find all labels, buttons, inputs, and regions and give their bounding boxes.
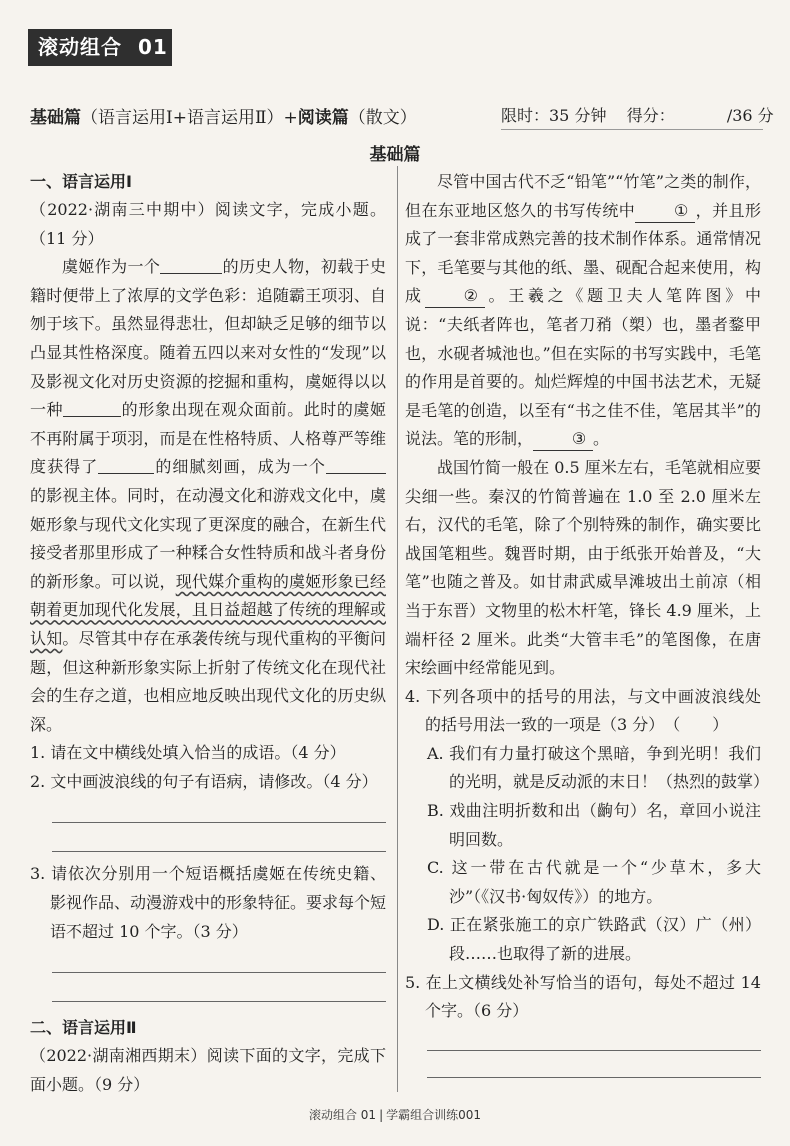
blank-circle-3[interactable]: ③ (533, 428, 593, 451)
score-total: /36 分 (726, 106, 774, 125)
question-4: 4. 下列各项中的括号的用法，与文中画波浪线处的括号用法一致的一项是（3 分） （ ） (405, 686, 761, 735)
passage-text: 虞姬作为一个 (62, 257, 161, 277)
heading-language-use-2: 二、语言运用Ⅱ (30, 1018, 137, 1038)
section-title: 基础篇 (369, 145, 421, 165)
blank-4[interactable] (326, 457, 386, 474)
page-footer: 滚动组合 01 | 学霸组合训练001 (308, 1108, 482, 1122)
answer-line[interactable] (427, 1077, 761, 1078)
column-divider (397, 166, 398, 1092)
part2-paren: （散文） (348, 108, 417, 128)
passage-text: 的历史人物，初载于史籍时便带上了浓厚的文学色彩：追随霸王项羽、自刎于垓下。虽然显得悲壮，但却缺乏足够的细节以凸显其性格深度。随着五四以来对女性的“发现”以及影视文化对历史资源的挖掘和重构，虞姬得以以一种 (30, 257, 386, 420)
question-3: 3. 请依次分别用一个短语概括虞姬在传统史籍、影视作品、动漫游戏中的形象特征。要求每个短语不超过 10 个字。（3 分） (30, 864, 387, 941)
passage-text: 的形象出现在观众面前。此时的虞姬不再附属于项羽，而是在性格特质、人格尊严等维度获得了 (30, 400, 386, 477)
passage-text: 的影视主体。同时，在动漫文化和游戏文化中，虞姬形象与现代文化实现了更深度的融合，在新生代接受者那里形成了一种糅合女性特质和战斗者身份的新形象。可以说， (30, 485, 386, 591)
question-1: 1. 请在文中横线处填入恰当的成语。（4 分） (30, 743, 346, 763)
combo-badge (28, 29, 172, 66)
blank-1[interactable] (160, 257, 222, 274)
passage-text: 。尽管其中存在承袭传统与现代重构的平衡问题，但这种新形象实际上折射了传统文化在现代社会的生存之道，也相应地反映出现代文化的历史纵深。 (30, 628, 386, 734)
score-label: 得分： (626, 106, 675, 125)
blank-circle-2[interactable]: ② (425, 285, 485, 308)
footer-right: 学霸组合训练001 (386, 1108, 482, 1122)
option-b[interactable]: B. 戏曲注明折数和出（齣句）名，章回小说注明回数。 (427, 801, 761, 849)
part2-title: 阅读篇 (297, 108, 349, 128)
blank-circle-1[interactable]: ① (635, 200, 695, 223)
option-c[interactable]: C. 这一带在古代就是一个“少草木，多大沙”（《汉书·匈奴传》）的地方。 (427, 858, 761, 906)
blank-3[interactable] (98, 457, 154, 474)
passage-text: 的细腻刻画，成为一个 (154, 457, 326, 477)
footer-left: 滚动组合 01 (308, 1108, 377, 1122)
intro-1: （2022·湖南三中期中）阅读文字，完成小题。（11 分） (30, 200, 386, 248)
option-a[interactable]: A. 我们有力量打破这个黑暗，争到光明！我们的光明，就是反动派的末日！（热烈的鼓掌） (427, 743, 770, 792)
passage-text: ，并且形成了一套非常成熟完善的技术制作体系。通常情况下，毛笔要与其他的纸、墨、砚配合起来使用，构成 (405, 200, 761, 306)
passage-1 (30, 253, 386, 739)
passage-text: 尽管中国古代不乏“铅笔”“竹笔”之类的制作，但在东亚地区悠久的书写传统中 (405, 172, 761, 220)
heading-language-use-1: 一、语言运用Ⅰ (30, 172, 132, 191)
section-header (30, 103, 417, 128)
passage-text: 。 (593, 429, 610, 449)
part1-title: 基础篇 (30, 108, 81, 128)
blank-2[interactable] (63, 400, 121, 417)
left-column (30, 168, 386, 1099)
option-d[interactable]: D. 正在紧张施工的京广铁路武（汉）广（州）段……也取得了新的进展。 (427, 915, 761, 964)
question-5: 5. 在上文横线处补写恰当的语句，每处不超过 14 个字。（6 分） (405, 972, 761, 1021)
passage-text: 。王羲之《题卫夫人笔阵图》中说：“夫纸者阵也，笔者刀矟（槊）也，墨者鍪甲也，水砚者城池也。”但在实际的书写实践中，毛笔的作用是首要的。灿烂辉煌的中国书法艺术，无疑是毛笔的创造，以至有“书之佳不佳，笔居其半”的说法。笔的形制， (405, 286, 761, 449)
passage-2-para-2: 战国竹简一般在 0.5 厘米左右，毛笔就相应要尖细一些。秦汉的竹简普遍在 1.0 至 2.0 厘米左右，汉代的毛笔，除了个别特殊的制作，确实要比战国笔粗些。魏晋时期，由于纸张开始普及，“大笔”也随之普及。如甘肃武威旱滩坡出土前凉（相当于东晋）文物里的松木杆笔，锋长 4.9 厘米，上端杆径 2 厘米。此类“大管丰毛”的笔图像，在唐宋绘画中经常能见到。 (405, 457, 761, 678)
score-box (501, 103, 774, 130)
question-2: 2. 文中画波浪线的句子有语病，请修改。（4 分） (30, 771, 378, 791)
part1-paren: （语言运用Ⅰ+语言运用Ⅱ）+ (81, 108, 298, 128)
badge-label: 滚动组合 (38, 35, 122, 59)
time-limit: 限时：35 分钟 (501, 106, 607, 125)
right-column (405, 168, 770, 1078)
badge-number: 01 (138, 35, 168, 59)
wavy-sentence: 现代媒介重构的虞姬形象已经朝着更加现代化发展，且日益超越了传统的理解或认知 (30, 571, 386, 648)
intro-2: （2022·湖南湘西期末）阅读下面的文字，完成下面小题。（9 分） (30, 1046, 386, 1094)
passage-2-para-1 (405, 168, 761, 454)
